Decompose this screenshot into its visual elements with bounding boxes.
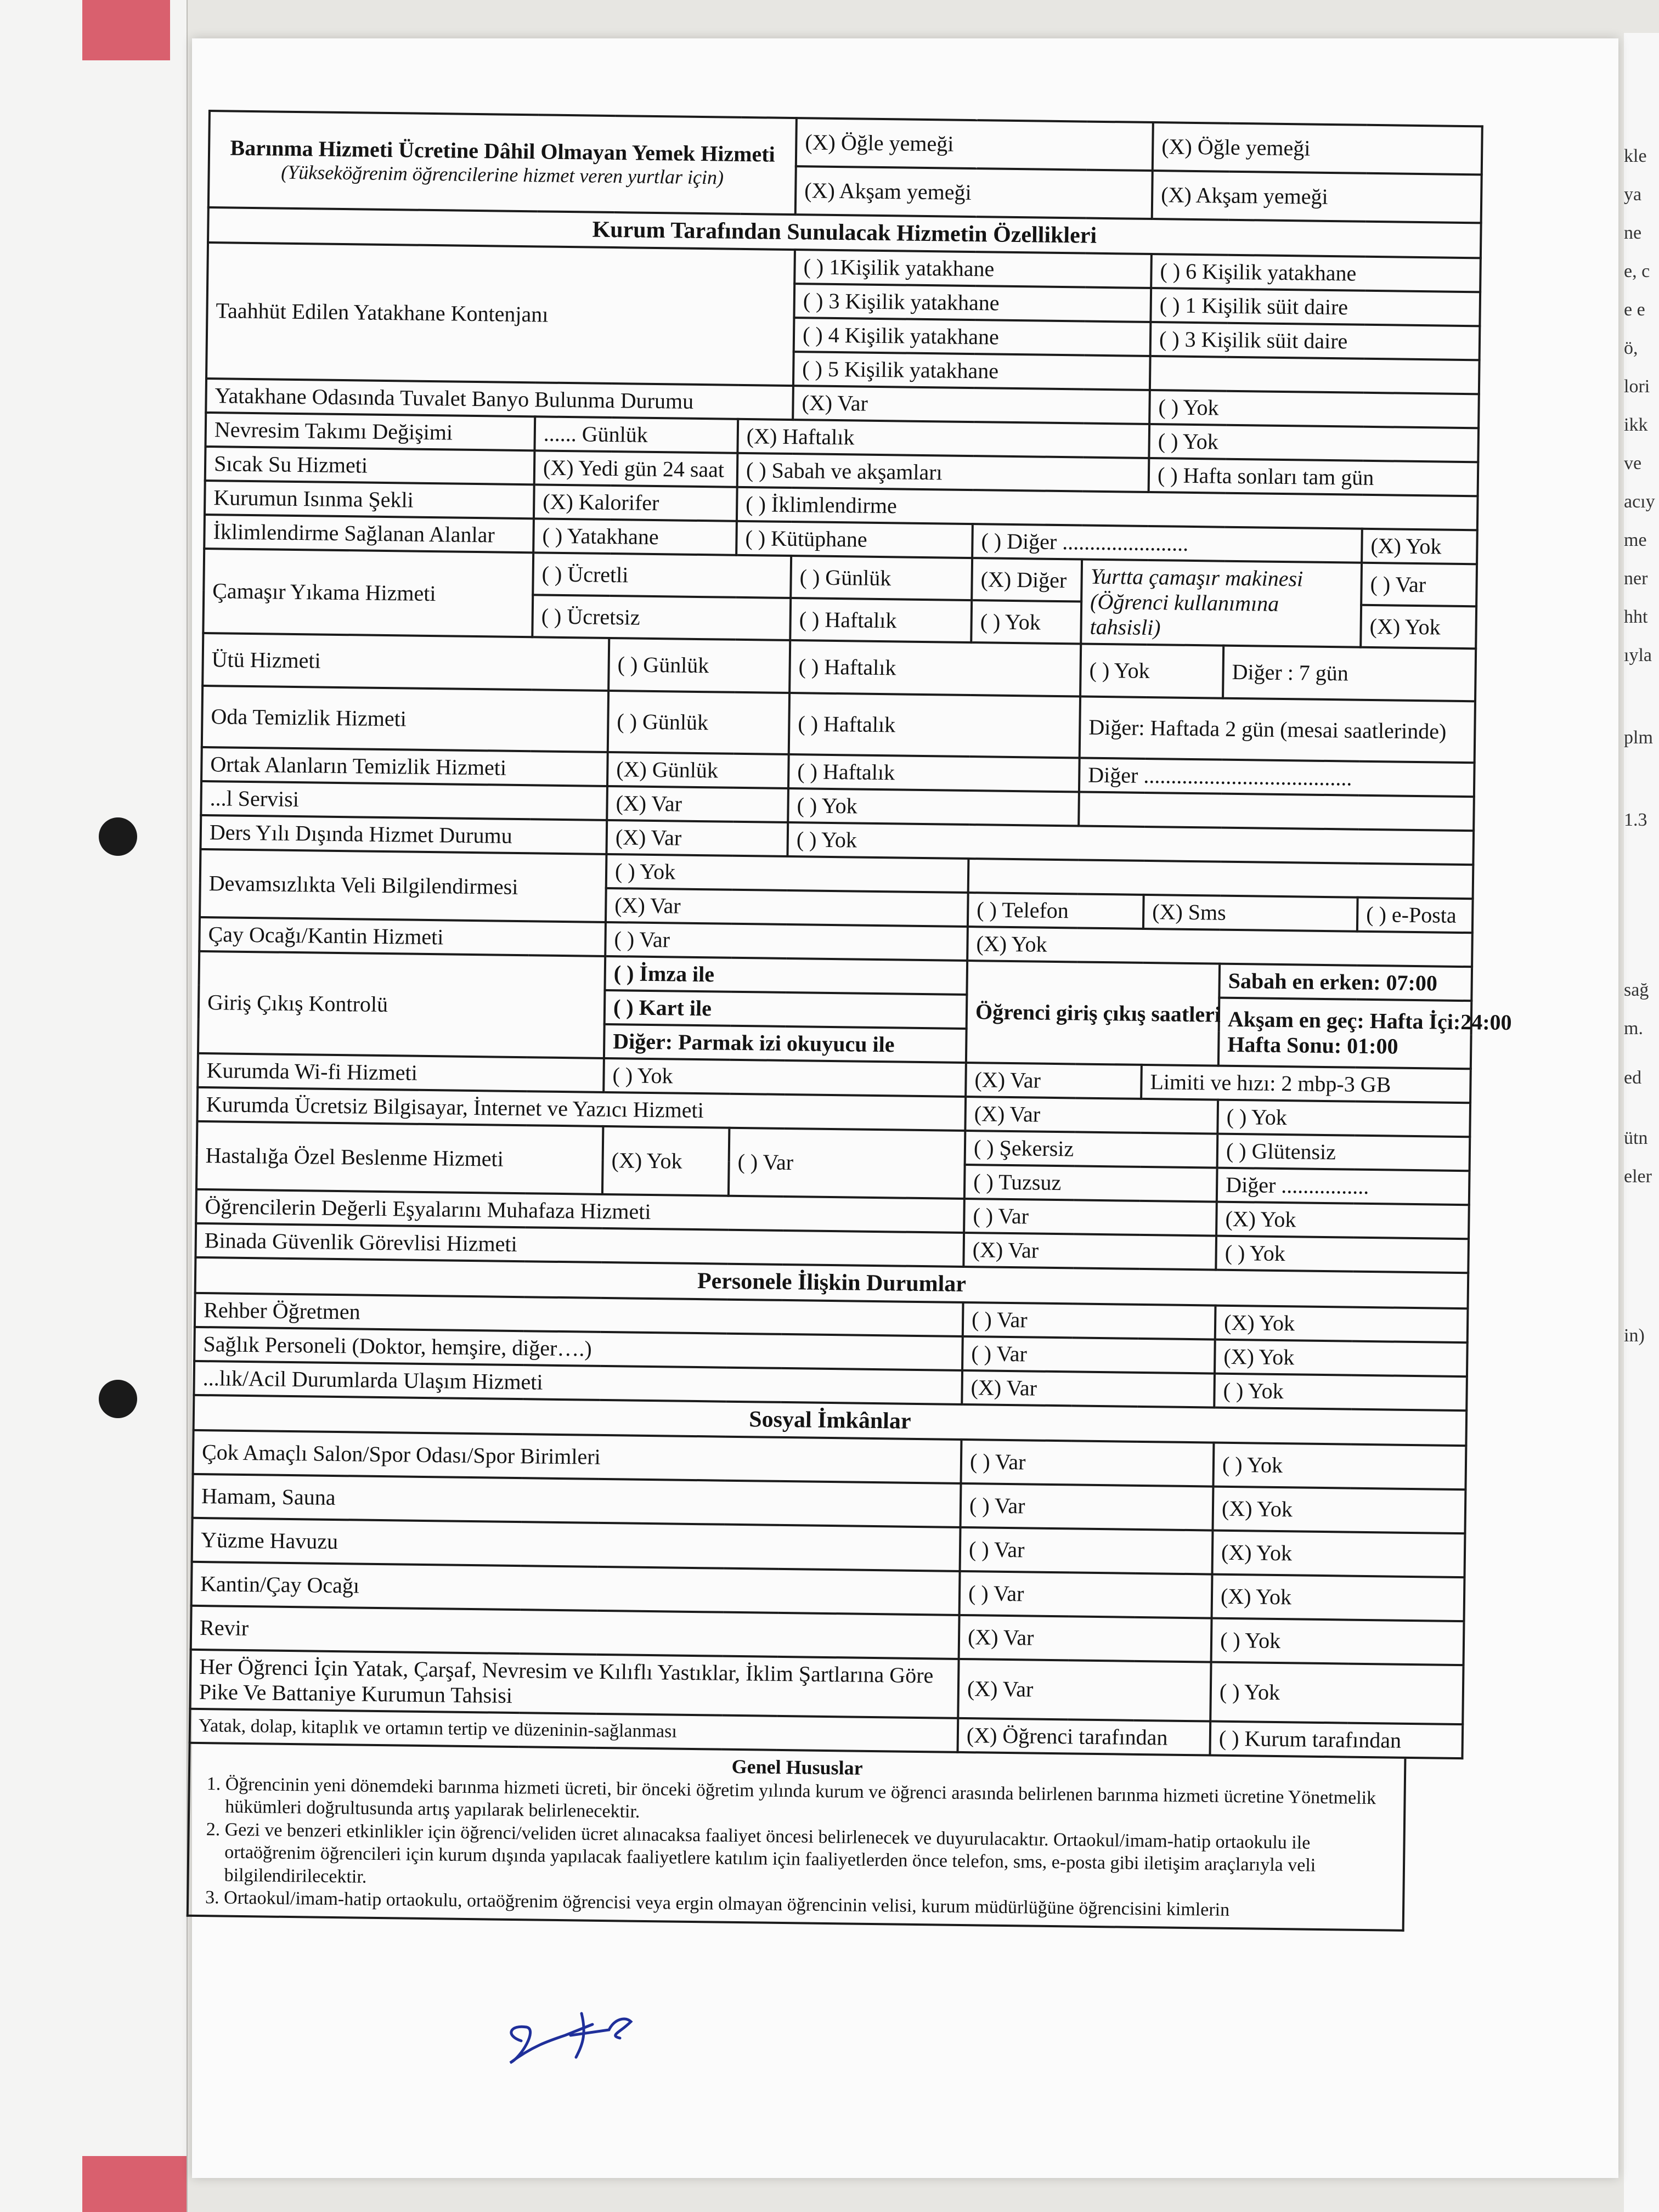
havuz-label: Yüzme Havuzu [192,1518,961,1571]
oda-diger: Diğer: Haftada 2 gün (mesai saatlerinde) [1080,697,1475,763]
veli-yok: ( ) Yok [606,854,969,893]
fragment: e e [1624,300,1645,320]
revir-label: Revir [191,1606,960,1659]
pink-folder-edge [82,0,170,60]
sicaksu-sabah-aksam: ( ) Sabah ve akşamları [737,453,1149,492]
fragment: ikk [1624,415,1648,435]
saglik-label: Sağlık Personeli (Doktor, hemşire, diğer….) [194,1327,963,1370]
giris-saatler: Öğrenci giriş çıkış saatleri [966,961,1220,1066]
ortak-diger: Diğer ...................................... [1079,758,1475,797]
genel-hususlar-list [199,1773,1394,1923]
veli-eposta: ( ) e-Posta [1357,898,1473,933]
punch-hole [99,1380,137,1418]
ders-label: Ders Yılı Dışında Hizmet Durumu [201,815,607,854]
rehber-yok: (X) Yok [1215,1305,1468,1342]
nevresim-label: Nevresim Takımı Değişimi [205,413,535,450]
oda-haftalik: ( ) Haftalık [789,693,1080,758]
kantin-label: Kantin/Çay Ocağı [191,1562,960,1615]
giris-hafta-sonu: Hafta Sonu: 01:00 [1227,1032,1398,1059]
camasir-gunluk: ( ) Günlük [791,556,972,600]
genel-madde-3: 3. Ortaokul/imam-hatip ortaokulu, ortaöğrenim öğrencisi veya ergin olmayan öğrencinin velisi, kurum müdürlüğüne öğrencisini kimlerin [224,1887,1392,1923]
yemek-ogle-2: (X) Öğle yemeği [1153,122,1482,174]
utu-diger: Diğer : 7 gün [1223,646,1476,702]
beslenme-sekersiz: ( ) Şekersiz [965,1131,1218,1168]
genel-madde-2: 2. Gezi ve benzeri etkinlikler için öğrenci/veliden ücret alınacaksa faaliyet öncesi belirlenecek ve duyurulacaktır. Ortaokul/imam-hatip ortaokulu ile ortaöğrenim öğrencileri için kurum dışında yapılacak faaliyetlere katılım için faaliyetlerden önce telefon, sms, e-posta gibi iletişim araçlarıyla veli bilgilendirilecektir. [224,1818,1393,1900]
section-title-ozellikler: Kurum Tarafından Sunulacak Hizmetin Özellikleri [208,207,1481,258]
giris-label: Giriş Çıkış Kontrolü [198,951,605,1058]
fragment: ner [1624,568,1648,589]
isinma-kalorifer: (X) Kalorifer [534,485,737,522]
cay-yok: (X) Yok [967,927,1472,967]
camasir-yok: ( ) Yok [971,600,1081,644]
havuz-yok: (X) Yok [1212,1530,1465,1577]
genel-hususlar-title: Genel Hususlar [731,1755,863,1779]
empty-cell [1079,792,1474,831]
ortak-label: Ortak Alanların Temizlik Hizmeti [201,747,608,786]
guvenlik-var: (X) Var [963,1233,1216,1270]
fragment: acıy [1624,492,1655,512]
wifi-limit: Limiti ve hızı: 2 mbp-3 GB [1141,1065,1471,1103]
acil-label: ...lık/Acil Durumlarda Ulaşım Hizmeti [194,1361,962,1404]
havuz-var: ( ) Var [960,1527,1213,1575]
fragment: me [1624,530,1647,550]
giris-aksam-cell [1218,998,1512,1069]
iklim-yok: (X) Yok [1362,529,1477,565]
dolap-ogrenci: (X) Öğrenci tarafından [958,1718,1211,1756]
fragment: ö, [1624,338,1638,358]
camasir-ucretsiz: ( ) Ücretsiz [532,595,791,641]
servis-var: (X) Var [607,786,788,822]
servis-yok: ( ) Yok [788,788,1079,826]
acil-var: (X) Var [962,1370,1215,1408]
isinma-label: Kurumun Isınma Şekli [205,481,534,518]
signature [499,2002,664,2068]
yatakhane-opt-suit-1: ( ) 1 Kişilik süit daire [1150,288,1480,326]
fragment: m. [1624,1018,1643,1039]
yemek-ogle-1: (X) Öğle yemeği [796,118,1153,171]
saglik-var: ( ) Var [962,1336,1215,1374]
beslenme-var: ( ) Var [729,1128,966,1199]
ortak-haftalik: ( ) Haftalık [788,754,1080,792]
beslenme-glutensiz: ( ) Glütensiz [1217,1134,1470,1171]
yemek-aksam-2: (X) Akşam yemeği [1152,171,1482,223]
giris-aksam: Akşam en geç: Hafta İçi:24:00 [1227,1007,1512,1035]
iklim-yatakhane: ( ) Yatakhane [533,519,737,556]
veli-label: Devamsızlıkta Veli Bilgilendirmesi [200,849,606,922]
fragment: ıyla [1624,645,1652,665]
yemek-aksam-1: (X) Akşam yemeği [795,166,1153,219]
bilgisayar-var: (X) Var [965,1097,1218,1134]
fragment: ve [1624,453,1642,473]
esya-label: Öğrencilerin Değerli Eşyalarını Muhafaza Hizmeti [196,1189,964,1233]
fragment: 1.3 [1624,810,1647,830]
beslenme-tuzsuz: ( ) Tuzsuz [964,1165,1217,1202]
saglik-yok: (X) Yok [1215,1339,1468,1376]
sicaksu-yedi-gun: (X) Yedi gün 24 saat [534,451,738,488]
fragment: ed [1624,1068,1642,1088]
yatakhane-opt-suit-3: ( ) 3 Kişilik süit daire [1150,322,1480,360]
camasir-makine-cell [1081,560,1362,647]
beslenme-yok: (X) Yok [602,1126,729,1196]
empty-cell [1150,356,1480,394]
fragment: kle [1624,146,1647,166]
guvenlik-yok: ( ) Yok [1216,1236,1469,1273]
section-title-personel: Personele İlişkin Durumlar [195,1257,1469,1308]
yatakhane-opt-5: ( ) 5 Kişilik yatakhane [793,352,1150,390]
esya-yok: (X) Yok [1216,1202,1469,1239]
service-form-table [189,110,1512,1759]
yatakhane-opt-3: ( ) 3 Kişilik yatakhane [794,284,1151,322]
fragment: e, c [1624,261,1650,281]
yatak-yok: ( ) Yok [1210,1662,1463,1724]
yatakhane-opt-1: ( ) 1Kişilik yatakhane [794,250,1152,288]
yatakhane-opt-6: ( ) 6 Kişilik yatakhane [1151,254,1481,292]
hamam-label: Hamam, Sauna [193,1474,961,1527]
utu-gunluk: ( ) Günlük [608,638,790,693]
punch-hole [99,817,137,856]
fragment: sağ [1624,980,1649,1000]
utu-haftalik: ( ) Haftalık [789,640,1081,696]
isinma-iklimlendirme: ( ) İklimlendirme [737,487,1478,530]
yatakhane-opt-4: ( ) 4 Kişilik yatakhane [794,318,1151,356]
sicaksu-hafta-sonu: ( ) Hafta sonları tam gün [1149,458,1479,496]
yemek-sub: (Yükseköğrenim öğrencilerine hizmet veren yurtlar için) [280,161,724,189]
left-page [0,0,188,2212]
veli-var: (X) Var [606,888,968,927]
genel-hususlar [187,1744,1407,1932]
yatakhane-label: Taahhüt Edilen Yatakhane Kontenjanı [206,242,795,386]
ders-var: (X) Var [606,820,788,856]
rehber-var: ( ) Var [963,1302,1216,1340]
esya-var: ( ) Var [964,1199,1217,1236]
tuvalet-label: Yatakhane Odasında Tuvalet Banyo Bulunma Durumu [206,379,793,420]
dolap-kurum: ( ) Kurum tarafından [1210,1721,1463,1758]
utu-yok: ( ) Yok [1080,644,1223,698]
nevresim-haftalik: (X) Haftalık [737,419,1149,458]
kantin-var: ( ) Var [960,1571,1212,1618]
giris-kart: ( ) Kart ile [605,990,967,1029]
document-page [192,38,1618,2178]
camasir-makine: Yurtta çamaşır makinesi (Öğrenci kullanımına tahsisli) [1090,564,1304,640]
yatak-var: (X) Var [958,1659,1211,1722]
giris-diger: Diğer: Parmak izi okuyucu ile [604,1024,967,1063]
hamam-yok: (X) Yok [1213,1486,1466,1533]
dolap-label: Yatak, dolap, kitaplık ve ortamın tertip ve düzeninin-sağlanması [190,1709,958,1752]
wifi-yok: ( ) Yok [603,1058,966,1097]
veli-sms: (X) Sms [1143,895,1358,932]
ders-yok: ( ) Yok [787,822,1474,865]
bilgisayar-label: Kurumda Ücretsiz Bilgisayar, İnternet ve Yazıcı Hizmeti [197,1087,966,1131]
beslenme-label: Hastalığa Özel Beslenme Hizmeti [196,1121,603,1194]
giris-sabah: Sabah en erken: 07:00 [1219,964,1472,1001]
right-page-fragments [1624,33,1659,2212]
section-title-sosyal: Sosyal İmkânlar [194,1395,1467,1446]
iklim-label: İklimlendirme Sağlanan Alanlar [204,515,534,552]
yemek-label: Barınma Hizmeti Ücretine Dâhil Olmayan Yemek Hizmeti [230,135,775,167]
hamam-var: ( ) Var [961,1483,1214,1531]
iklim-diger: ( ) Diğer ....................... [972,524,1362,563]
tuvalet-var: (X) Var [793,386,1150,424]
salon-yok: ( ) Yok [1214,1442,1466,1489]
ortak-gunluk: (X) Günlük [607,752,789,788]
guvenlik-label: Binada Güvenlik Görevlisi Hizmeti [195,1223,964,1267]
wifi-var: (X) Var [966,1063,1142,1099]
fragment: eler [1624,1166,1652,1187]
salon-label: Çok Amaçlı Salon/Spor Odası/Spor Birimleri [193,1430,962,1483]
camasir-diger: (X) Diğer [972,558,1082,601]
tuvalet-yok: ( ) Yok [1149,390,1479,428]
revir-yok: ( ) Yok [1211,1618,1464,1665]
kantin-yok: (X) Yok [1212,1574,1465,1621]
fragment: plm [1624,727,1653,748]
salon-var: ( ) Var [961,1440,1214,1487]
yatak-label: Her Öğrenci İçin Yatak, Çarşaf, Nevresim ve Kılıflı Yastıklar, İklim Şartlarına Göre Pike Ve Battaniye Kurumun Tahsisi [190,1650,958,1718]
nevresim-yok: ( ) Yok [1149,424,1479,462]
oda-label: Oda Temizlik Hizmeti [202,686,608,752]
fragment: ne [1624,223,1642,243]
wifi-label: Kurumda Wi-fi Hizmeti [198,1053,604,1092]
beslenme-diger: Diğer ................ [1217,1168,1470,1205]
camasir-label: Çamaşır Yıkama Hizmeti [203,549,533,637]
genel-madde-1: 1. Öğrencinin yeni dönemdeki barınma hizmeti ücreti, bir önceki öğretim yılında kurum ve öğrenci arasında belirlenen barınma hizmeti ücretine Yönetmelik hükümleri doğrultusunda artış yapılarak belirlenecektir. [225,1773,1394,1832]
camasir-ucretli: ( ) Ücretli [533,553,791,599]
fragment: lori [1624,376,1650,397]
nevresim-gunluk: ...... Günlük [534,417,738,454]
fragment: hht [1624,607,1648,627]
oda-gunluk: ( ) Günlük [608,691,789,754]
row-yemek [209,111,1482,174]
giris-imza: ( ) İmza ile [605,956,967,995]
bilgisayar-yok: ( ) Yok [1217,1100,1470,1137]
servis-label: ...l Servisi [201,781,607,820]
fragment: in) [1624,1325,1645,1346]
veli-telefon: ( ) Telefon [968,893,1144,929]
camasir-makine-var: ( ) Var [1361,563,1477,607]
pink-folder-edge-bottom [82,2156,187,2212]
camasir-makine-yok: (X) Yok [1361,605,1476,649]
empty-cell [968,859,1474,899]
cay-label: Çay Ocağı/Kantin Hizmeti [199,917,606,956]
iklim-kutuphane: ( ) Kütüphane [736,521,973,558]
form-sheet [187,110,1512,1931]
sicaksu-label: Sıcak Su Hizmeti [205,447,535,484]
utu-label: Ütü Hizmeti [202,633,609,691]
cay-var: ( ) Var [605,922,968,961]
yemek-label-cell [208,111,797,215]
rehber-label: Rehber Öğretmen [195,1293,963,1336]
camasir-haftalik: ( ) Haftalık [790,598,972,642]
acil-yok: ( ) Yok [1214,1373,1467,1410]
revir-var: (X) Var [959,1615,1212,1662]
fragment: ya [1624,184,1642,205]
fragment: ütn [1624,1128,1648,1148]
